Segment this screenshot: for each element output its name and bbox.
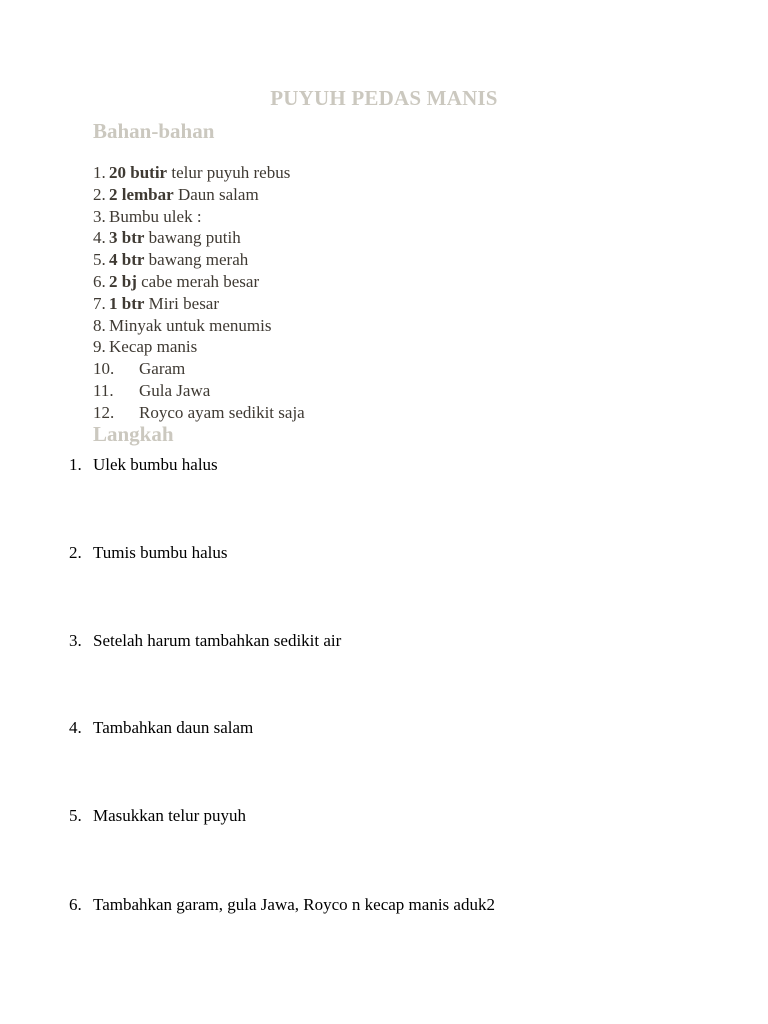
- ingredient-item: [93, 293, 593, 315]
- ingredient-number: 2.: [93, 184, 106, 204]
- ingredient-number: 4.: [93, 228, 106, 248]
- ingredient-number: 8.: [93, 315, 106, 335]
- ingredient-text: cabe merah besar: [136, 271, 260, 291]
- step-number: 4.: [69, 718, 82, 737]
- ingredient-item: [93, 402, 593, 424]
- ingredient-text: Miri besar: [144, 293, 220, 313]
- ingredient-number: 11.: [93, 380, 114, 400]
- step-number: 1.: [69, 455, 82, 474]
- step-text: Tambahkan daun salam: [93, 718, 254, 737]
- ingredient-quantity: 4 btr: [109, 250, 145, 270]
- ingredient-quantity: 2 lembar: [109, 184, 174, 204]
- step-text: Ulek bumbu halus: [93, 455, 218, 474]
- step-number: 5.: [69, 806, 82, 825]
- ingredient-quantity: 20 butir: [109, 163, 168, 182]
- steps-heading: Langkah: [93, 422, 174, 446]
- ingredient-item: [93, 162, 593, 184]
- step-text: Masukkan telur puyuh: [93, 806, 246, 825]
- ingredient-text: Garam: [139, 359, 186, 379]
- ingredient-text: Bumbu ulek :: [109, 206, 202, 226]
- ingredient-item: [93, 206, 593, 228]
- ingredient-item: [93, 336, 593, 358]
- ingredient-text: Daun salam: [173, 184, 259, 204]
- ingredient-text: telur puyuh rebus: [167, 163, 291, 182]
- ingredient-item: [93, 315, 593, 337]
- ingredient-quantity: 3 btr: [109, 228, 145, 248]
- step-text: Tambahkan garam, gula Jawa, Royco n kecap manis aduk2: [93, 895, 495, 914]
- step-number: 6.: [69, 895, 82, 914]
- ingredient-number: 3.: [93, 206, 106, 226]
- step-number: 2.: [69, 543, 82, 562]
- ingredient-number: 5.: [93, 250, 106, 270]
- ingredient-number: 6.: [93, 271, 106, 291]
- ingredient-text: bawang merah: [144, 250, 249, 270]
- ingredients-list: [93, 162, 593, 424]
- recipe-title: PUYUH PEDAS MANIS: [270, 86, 498, 110]
- step-number: 3.: [69, 631, 82, 650]
- ingredient-item: [93, 358, 593, 380]
- ingredient-number: 10.: [93, 359, 115, 379]
- ingredient-item: [93, 271, 593, 293]
- ingredient-text: Gula Jawa: [139, 380, 211, 400]
- ingredient-quantity: 2 bj: [109, 271, 137, 291]
- ingredient-text: Royco ayam sedikit saja: [139, 402, 305, 422]
- ingredient-item: [93, 184, 593, 206]
- ingredients-heading: Bahan-bahan: [93, 119, 215, 143]
- ingredient-quantity: 1 btr: [109, 293, 145, 313]
- ingredient-number: 9.: [93, 337, 106, 357]
- ingredient-number: 12.: [93, 402, 115, 422]
- ingredient-item: [93, 227, 593, 249]
- step-text: Tumis bumbu halus: [93, 543, 228, 562]
- ingredient-text: bawang putih: [144, 228, 241, 248]
- ingredient-number: 1.: [93, 163, 106, 182]
- ingredient-text: Kecap manis: [109, 337, 198, 357]
- ingredient-text: Minyak untuk menumis: [109, 315, 272, 335]
- ingredient-item: [93, 249, 593, 271]
- ingredient-item: [93, 380, 593, 402]
- step-text: Setelah harum tambahkan sedikit air: [93, 631, 342, 650]
- ingredient-number: 7.: [93, 293, 106, 313]
